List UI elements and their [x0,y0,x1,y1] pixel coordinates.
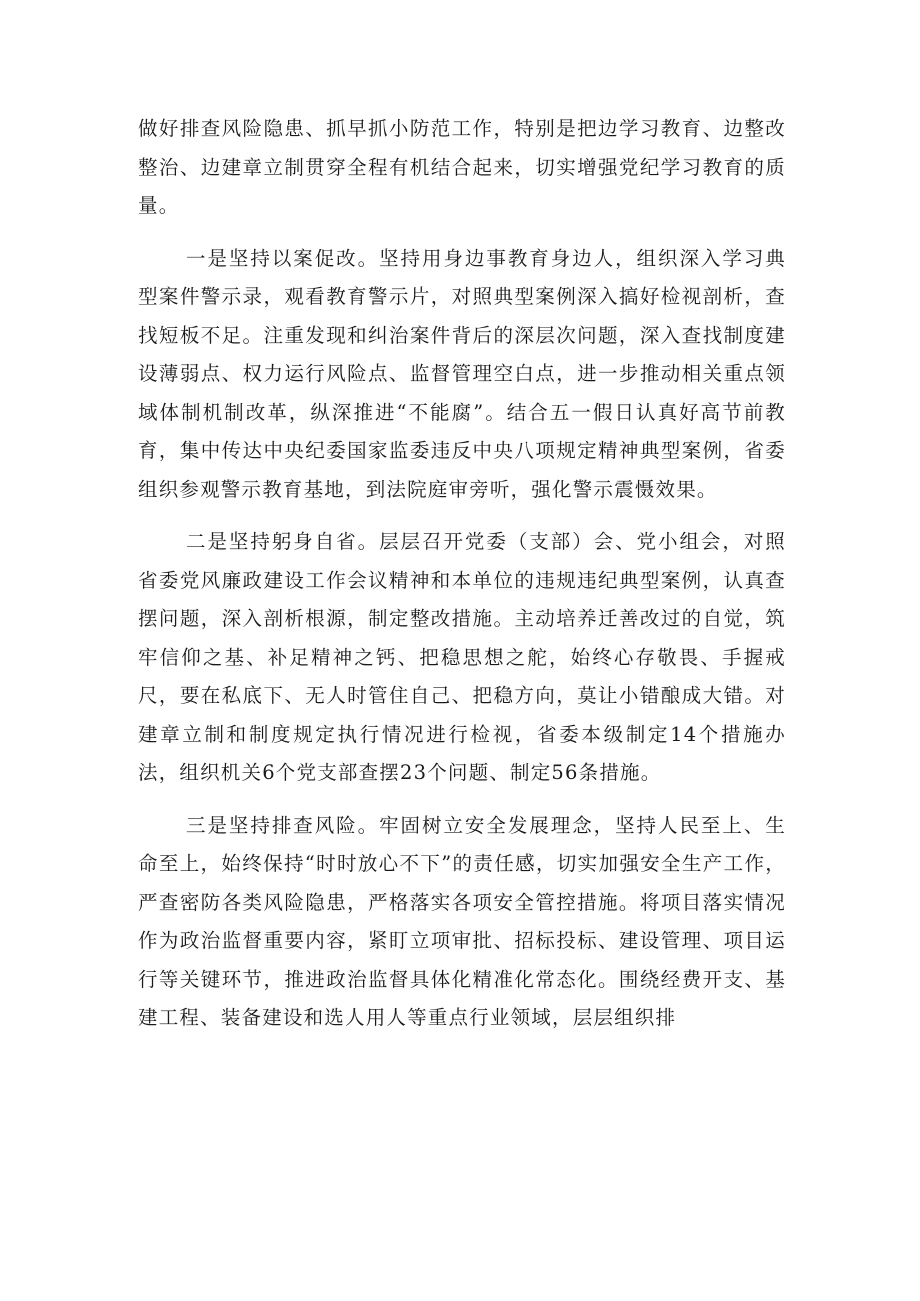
paragraph-point-two: 二是坚持躬身自省。层层召开党委（支部）会、党小组会，对照省委党风廉政建设工作会议精神和本单位的违规违纪典型案例，认真查摆问题，深入剖析根源，制定整改措施。主动培养迁善改过的自觉，筑牢信仰之基、补足精神之钙、把稳思想之舵，始终心存敬畏、手握戒尺，要在私底下、无人时管住自己、把稳方向，莫让小错酿成大错。对建章立制和制度规定执行情况进行检视，省委本级制定14个措施办法，组织机关6个党支部查摆23个问题、制定56条措施。 [138,530,786,784]
paragraph-point-three: 三是坚持排查风险。牢固树立安全发展理念，坚持人民至上、生命至上，始终保持“时时放心不下”的责任感，切实加强安全生产工作，严查密防各类风险隐患，严格落实各项安全管控措施。将项目落实情况作为政治监督重要内容，紧盯立项审批、招标投标、建设管理、项目运行等关键环节，推进政治监督具体化精准化常态化。围绕经费开支、基建工程、装备建设和选人用人等重点行业领域，层层组织排 [138,813,786,1029]
paragraph-intro: 做好排查风险隐患、抓早抓小防范工作，特别是把边学习教育、边整改整治、边建章立制贯穿全程有机结合起来，切实增强党纪学习教育的质量。 [138,117,786,217]
paragraph-point-one: 一是坚持以案促改。坚持用身边事教育身边人，组织深入学习典型案件警示录，观看教育警示片，对照典型案例深入搞好检视剖析，查找短板不足。注重发现和纠治案件背后的深层次问题，深入查找制度建设薄弱点、权力运行风险点、监督管理空白点，进一步推动相关重点领域体制机制改革，纵深推进“不能腐”。结合五一假日认真好高节前教育，集中传达中央纪委国家监委违反中央八项规定精神典型案例，省委组织参观警示教育基地，到法院庭审旁听，强化警示震慑效果。 [138,246,786,501]
